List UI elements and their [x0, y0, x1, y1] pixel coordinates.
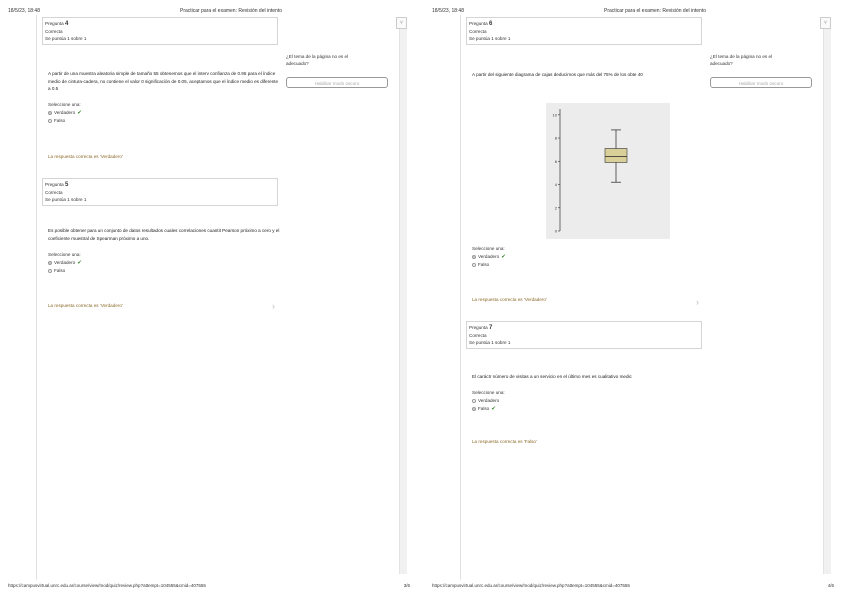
question-label: Pregunta: [469, 21, 488, 26]
question-status: Correcta: [469, 29, 487, 35]
chevron-right-icon[interactable]: ›: [696, 297, 699, 307]
option-false[interactable]: [472, 405, 505, 413]
answer-options-7: [472, 389, 505, 413]
radio-selected[interactable]: [48, 111, 52, 115]
option-false[interactable]: [48, 117, 82, 125]
radio[interactable]: [472, 263, 476, 267]
select-one-label: Seleccione una:: [472, 246, 505, 251]
question-info-6: [466, 17, 702, 45]
option-true[interactable]: [472, 253, 506, 261]
correct-answer-4: La respuesta correcta es 'Verdadero': [48, 154, 123, 159]
select-one-label: Seleccione una:: [48, 102, 81, 107]
chevron-right-icon[interactable]: ›: [272, 301, 275, 311]
correct-answer-6: La respuesta correcta es 'Verdadero': [472, 297, 547, 302]
question-points: Se puntúa 1 sobre 1: [45, 197, 87, 203]
boxplot-chart: [546, 103, 670, 239]
dark-mode-button[interactable]: Habilitar modo oscuro: [710, 77, 812, 88]
question-text-5: Es posible obtener para un conjunto de datos resultados cuales correlaciones cuantit Pearson próximo a cero y el coeficiente muestral de Spearman próximo a uno.: [48, 228, 280, 241]
y-tick-label: 2: [554, 205, 557, 211]
question-info-4: [42, 17, 278, 45]
left-border: [36, 15, 37, 580]
page-content: [36, 15, 403, 580]
answer-options-6: [472, 245, 506, 269]
question-status: Correcta: [45, 29, 63, 35]
left-border: [460, 15, 461, 580]
answer-options-4: [48, 101, 82, 125]
answer-options-5: [48, 251, 82, 275]
boxplot-svg: [546, 103, 670, 239]
radio[interactable]: [472, 399, 476, 403]
check-icon: ✔: [501, 254, 506, 260]
question-number: 7: [488, 325, 493, 331]
question-info-5: [42, 178, 278, 206]
theme-question: ¿El tema de la página no es el adecuado?: [286, 54, 349, 66]
check-icon: ✔: [491, 406, 496, 412]
iqr-box: [605, 149, 627, 163]
y-tick-label: 4: [554, 182, 557, 188]
question-info-7: [466, 321, 702, 349]
question-label: Pregunta: [45, 182, 64, 187]
radio-selected[interactable]: [472, 255, 476, 259]
page-content: [460, 15, 827, 580]
option-true[interactable]: [472, 397, 505, 405]
option-label: Verdadero: [54, 260, 76, 265]
question-number: 5: [64, 182, 69, 188]
print-url: https://campusvirtual.unrc.edu.ar/course/view/mod/quiz/review.php?attempt=104555&cmid=407555: [432, 583, 630, 588]
option-label: Falso: [478, 406, 490, 411]
option-label: Verdadero: [478, 254, 500, 259]
question-text-4: A partir de una muestra aleatoria simple de tamaño 55 obtenemos que el interv confianza de 0.95 para el índice medio de cintura-cadera, no contiene el valor 0 significación de 0.05, aceptamos que el índice medio es diferente a 0.5: [48, 71, 279, 91]
print-date: 18/5/23, 18:48: [432, 8, 464, 14]
question-text-7: El caráctr número de visitas a un servicio en el último mes es cualitativo medic: [472, 374, 632, 379]
theme-question: ¿El tema de la página no es el adecuado?: [710, 54, 773, 66]
question-label: Pregunta: [469, 325, 488, 330]
radio[interactable]: [48, 119, 52, 123]
y-tick-label: 10: [552, 112, 557, 118]
check-icon: ✔: [77, 110, 82, 116]
y-tick-label: 6: [554, 158, 557, 164]
select-one-label: Seleccione una:: [472, 390, 505, 395]
question-text-6: A partir del siguiente diagrama de cajas deducimos que más del 75% de los obte 40: [472, 72, 643, 77]
scrollbar[interactable]: [823, 19, 831, 574]
option-false[interactable]: [48, 267, 82, 275]
question-number: 6: [488, 21, 493, 27]
print-title: Practicar para el examen: Revisión del intento: [604, 8, 706, 14]
scroll-up-button[interactable]: ˅: [396, 17, 407, 29]
print-date: 18/5/23, 18:48: [8, 8, 40, 14]
option-label: Verdadero: [478, 398, 500, 403]
radio[interactable]: [48, 269, 52, 273]
option-label: Verdadero: [54, 110, 76, 115]
question-points: Se puntúa 1 sobre 1: [469, 36, 511, 42]
print-title: Practicar para el examen: Revisión del intento: [180, 8, 282, 14]
page-4: [424, 0, 848, 599]
option-true[interactable]: [48, 109, 82, 117]
radio-selected[interactable]: [48, 261, 52, 265]
question-status: Correcta: [469, 333, 487, 339]
question-label: Pregunta: [45, 21, 64, 26]
question-number: 4: [64, 21, 69, 27]
page-number: 3/6: [403, 583, 410, 588]
check-icon: ✔: [77, 260, 82, 266]
y-tick-label: 0: [554, 228, 557, 234]
option-label: Falso: [478, 262, 490, 267]
question-status: Correcta: [45, 190, 63, 196]
option-label: Falso: [54, 118, 66, 123]
scroll-up-button[interactable]: ˅: [820, 17, 831, 29]
question-points: Se puntúa 1 sobre 1: [469, 340, 511, 346]
option-label: Falso: [54, 268, 66, 273]
select-one-label: Seleccione una:: [48, 252, 81, 257]
option-true[interactable]: [48, 259, 82, 267]
print-url: https://campusvirtual.unrc.edu.ar/course/view/mod/quiz/review.php?attempt=104555&cmid=407555: [8, 583, 206, 588]
correct-answer-7: La respuesta correcta es 'Falso': [472, 439, 537, 444]
radio-selected[interactable]: [472, 407, 476, 411]
question-points: Se puntúa 1 sobre 1: [45, 36, 87, 42]
page-number: 4/6: [827, 583, 834, 588]
option-false[interactable]: [472, 261, 506, 269]
scrollbar[interactable]: [399, 19, 407, 574]
correct-answer-5: La respuesta correcta es 'Verdadero': [48, 303, 123, 308]
y-tick-label: 8: [554, 135, 557, 141]
dark-mode-button[interactable]: Habilitar modo oscuro: [286, 77, 388, 88]
